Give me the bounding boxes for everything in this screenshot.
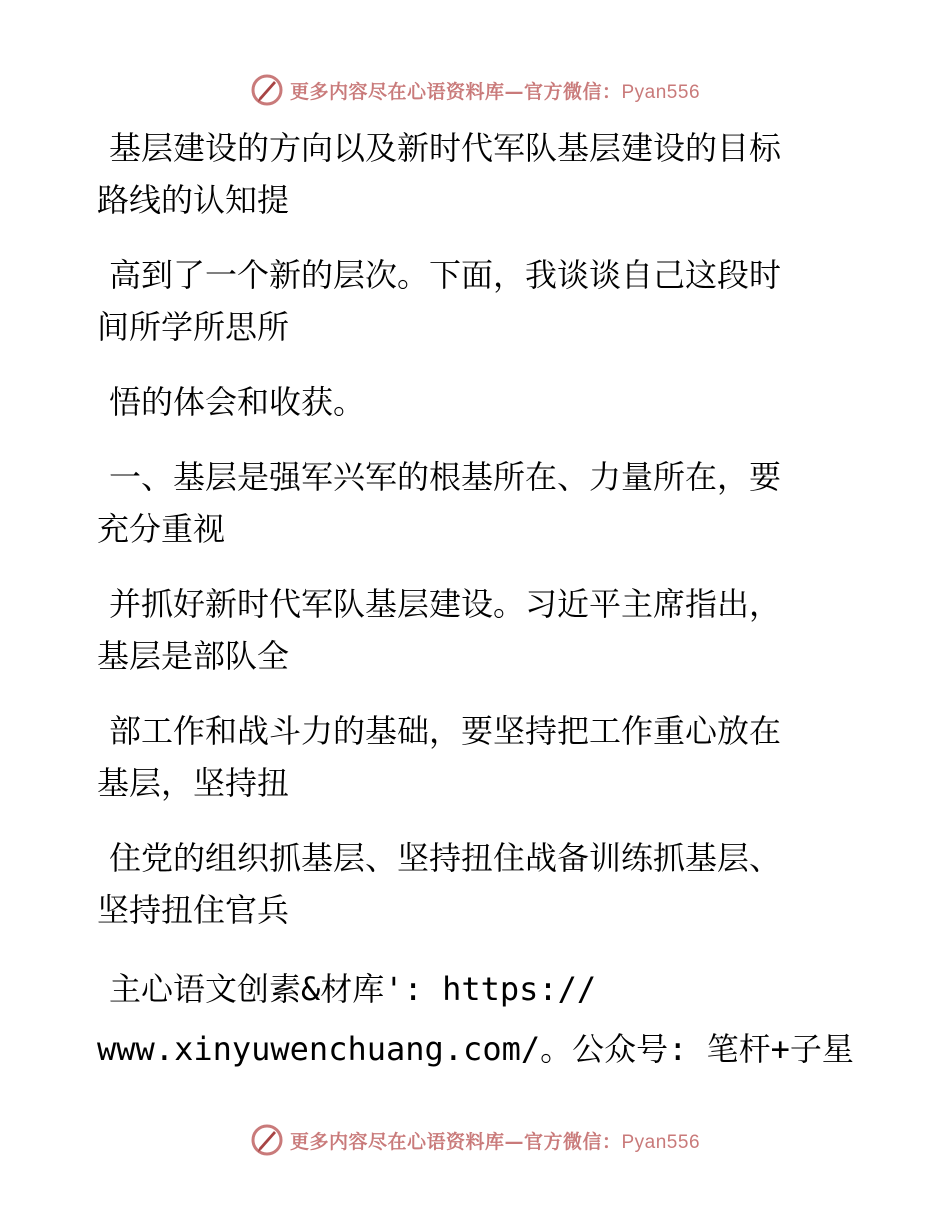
paragraph-8-line-1: 主心语文创素&材库': https:// xyxy=(109,970,597,1008)
paragraph-5 xyxy=(97,578,857,682)
paragraph-7-line-2: 坚持扭住官兵 xyxy=(97,891,290,929)
paragraph-4-line-2: 充分重视 xyxy=(97,510,226,548)
header-watermark xyxy=(0,70,950,110)
paragraph-6-line-1: 部工作和战斗力的基础，要坚持把工作重心放在 xyxy=(109,712,782,750)
paragraph-6-line-2: 基层，坚持扭 xyxy=(97,764,290,802)
paragraph-3-line-1: 悟的体会和收获。 xyxy=(109,383,366,421)
paragraph-1-line-2: 路线的认知提 xyxy=(97,181,290,219)
footer-watermark-id: Pyan556 xyxy=(621,1131,701,1153)
footer-watermark xyxy=(0,1120,950,1160)
paragraph-7 xyxy=(97,832,857,936)
paragraph-1-line-1: 基层建设的方向以及新时代军队基层建设的目标 xyxy=(109,129,782,167)
paragraph-8-line-2: www.xinyuwenchuang.com/。公众号: 笔杆+子星 xyxy=(97,1030,854,1068)
paragraph-6 xyxy=(97,705,857,809)
document-body xyxy=(97,122,857,1079)
paragraph-2-line-1: 高到了一个新的层次。下面，我谈谈自己这段时 xyxy=(109,256,782,294)
paragraph-3 xyxy=(97,376,857,428)
paragraph-5-line-1: 并抓好新时代军队基层建设。习近平主席指出， xyxy=(109,585,782,623)
paragraph-2-line-2: 间所学所思所 xyxy=(97,308,290,346)
paragraph-8 xyxy=(97,959,857,1079)
paragraph-1 xyxy=(97,122,857,226)
paragraph-4-line-1: 一、基层是强军兴军的根基所在、力量所在，要 xyxy=(109,458,782,496)
paragraph-4 xyxy=(97,451,857,555)
quill-seal-icon xyxy=(250,73,284,107)
footer-watermark-text: 更多内容尽在心语资料库—官方微信：Pyan556 xyxy=(289,1130,701,1153)
paragraph-5-line-2: 基层是部队全 xyxy=(97,637,290,675)
header-watermark-text: 更多内容尽在心语资料库—官方微信：Pyan556 xyxy=(289,80,701,103)
header-watermark-id: Pyan556 xyxy=(621,81,701,103)
paragraph-2 xyxy=(97,249,857,353)
quill-seal-icon xyxy=(250,1123,284,1157)
paragraph-7-line-1: 住党的组织抓基层、坚持扭住战备训练抓基层、 xyxy=(109,839,782,877)
